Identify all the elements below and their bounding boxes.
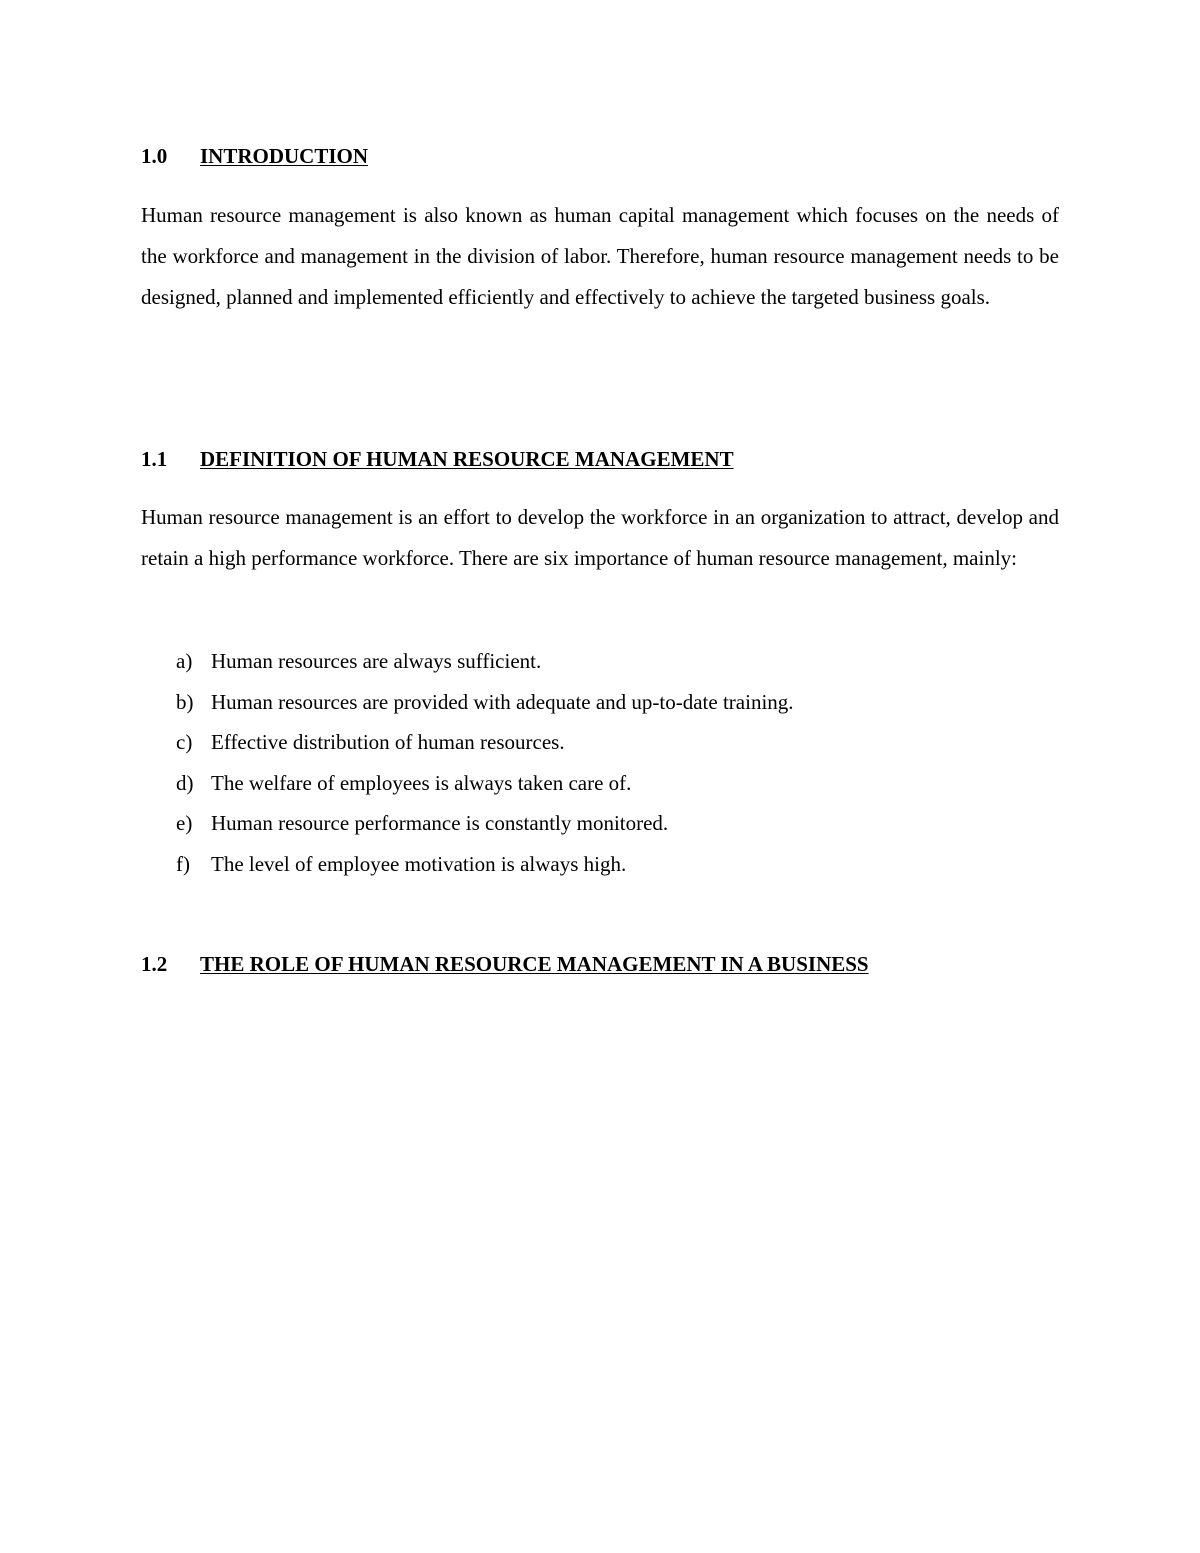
section-role [141,950,1059,978]
section-title: DEFINITION OF HUMAN RESOURCE MANAGEMENT [200,447,734,471]
list-item-text: The level of employee motivation is always high. [211,851,627,876]
list-marker: d) [176,770,194,795]
list-marker: f) [176,851,190,876]
list-item [141,722,1059,763]
list-item [141,844,1059,885]
importance-list-block [141,641,1059,885]
list-marker: b) [176,689,194,714]
section-heading [141,950,1059,978]
section-number: 1.0 [141,144,168,168]
list-item-text: Human resources are provided with adequate and up-to-date training. [211,689,794,714]
list-item-text: Human resources are always sufficient. [211,649,542,673]
list-item-text: The welfare of employees is always taken care of. [211,770,632,795]
list-marker: c) [176,730,193,755]
list-marker: a) [176,649,193,673]
list-item [141,763,1059,804]
list-item [141,641,1059,682]
definition-paragraph: Human resource management is an effort to develop the workforce in an organization to attract, develop and retain a high performance workforce. There are six importance of human resource management, mainly: [141,505,1059,570]
introduction-paragraph: Human resource management is also known as human capital management which focuses on the needs of the workforce and management in the division of labor. Therefore, human resource management needs to be designed, planned and implemented efficiently and effectively to achieve the targeted business goals. [141,203,1059,309]
introduction-paragraph-block [141,195,1059,318]
definition-paragraph-block [141,497,1059,579]
list-item [141,803,1059,844]
list-item-text: Effective distribution of human resources. [211,730,565,755]
section-heading [141,445,1059,473]
list-item-text: Human resource performance is constantly monitored. [211,811,669,836]
section-definition [141,445,1059,473]
section-title: THE ROLE OF HUMAN RESOURCE MANAGEMENT IN A BUSINESS [200,952,869,976]
section-number: 1.1 [141,447,168,471]
list-marker: e) [176,811,193,836]
importance-list [141,641,1059,885]
section-introduction [141,142,1059,170]
section-heading [141,142,1059,170]
section-title: INTRODUCTION [200,144,369,168]
section-number: 1.2 [141,952,168,976]
list-item [141,682,1059,723]
